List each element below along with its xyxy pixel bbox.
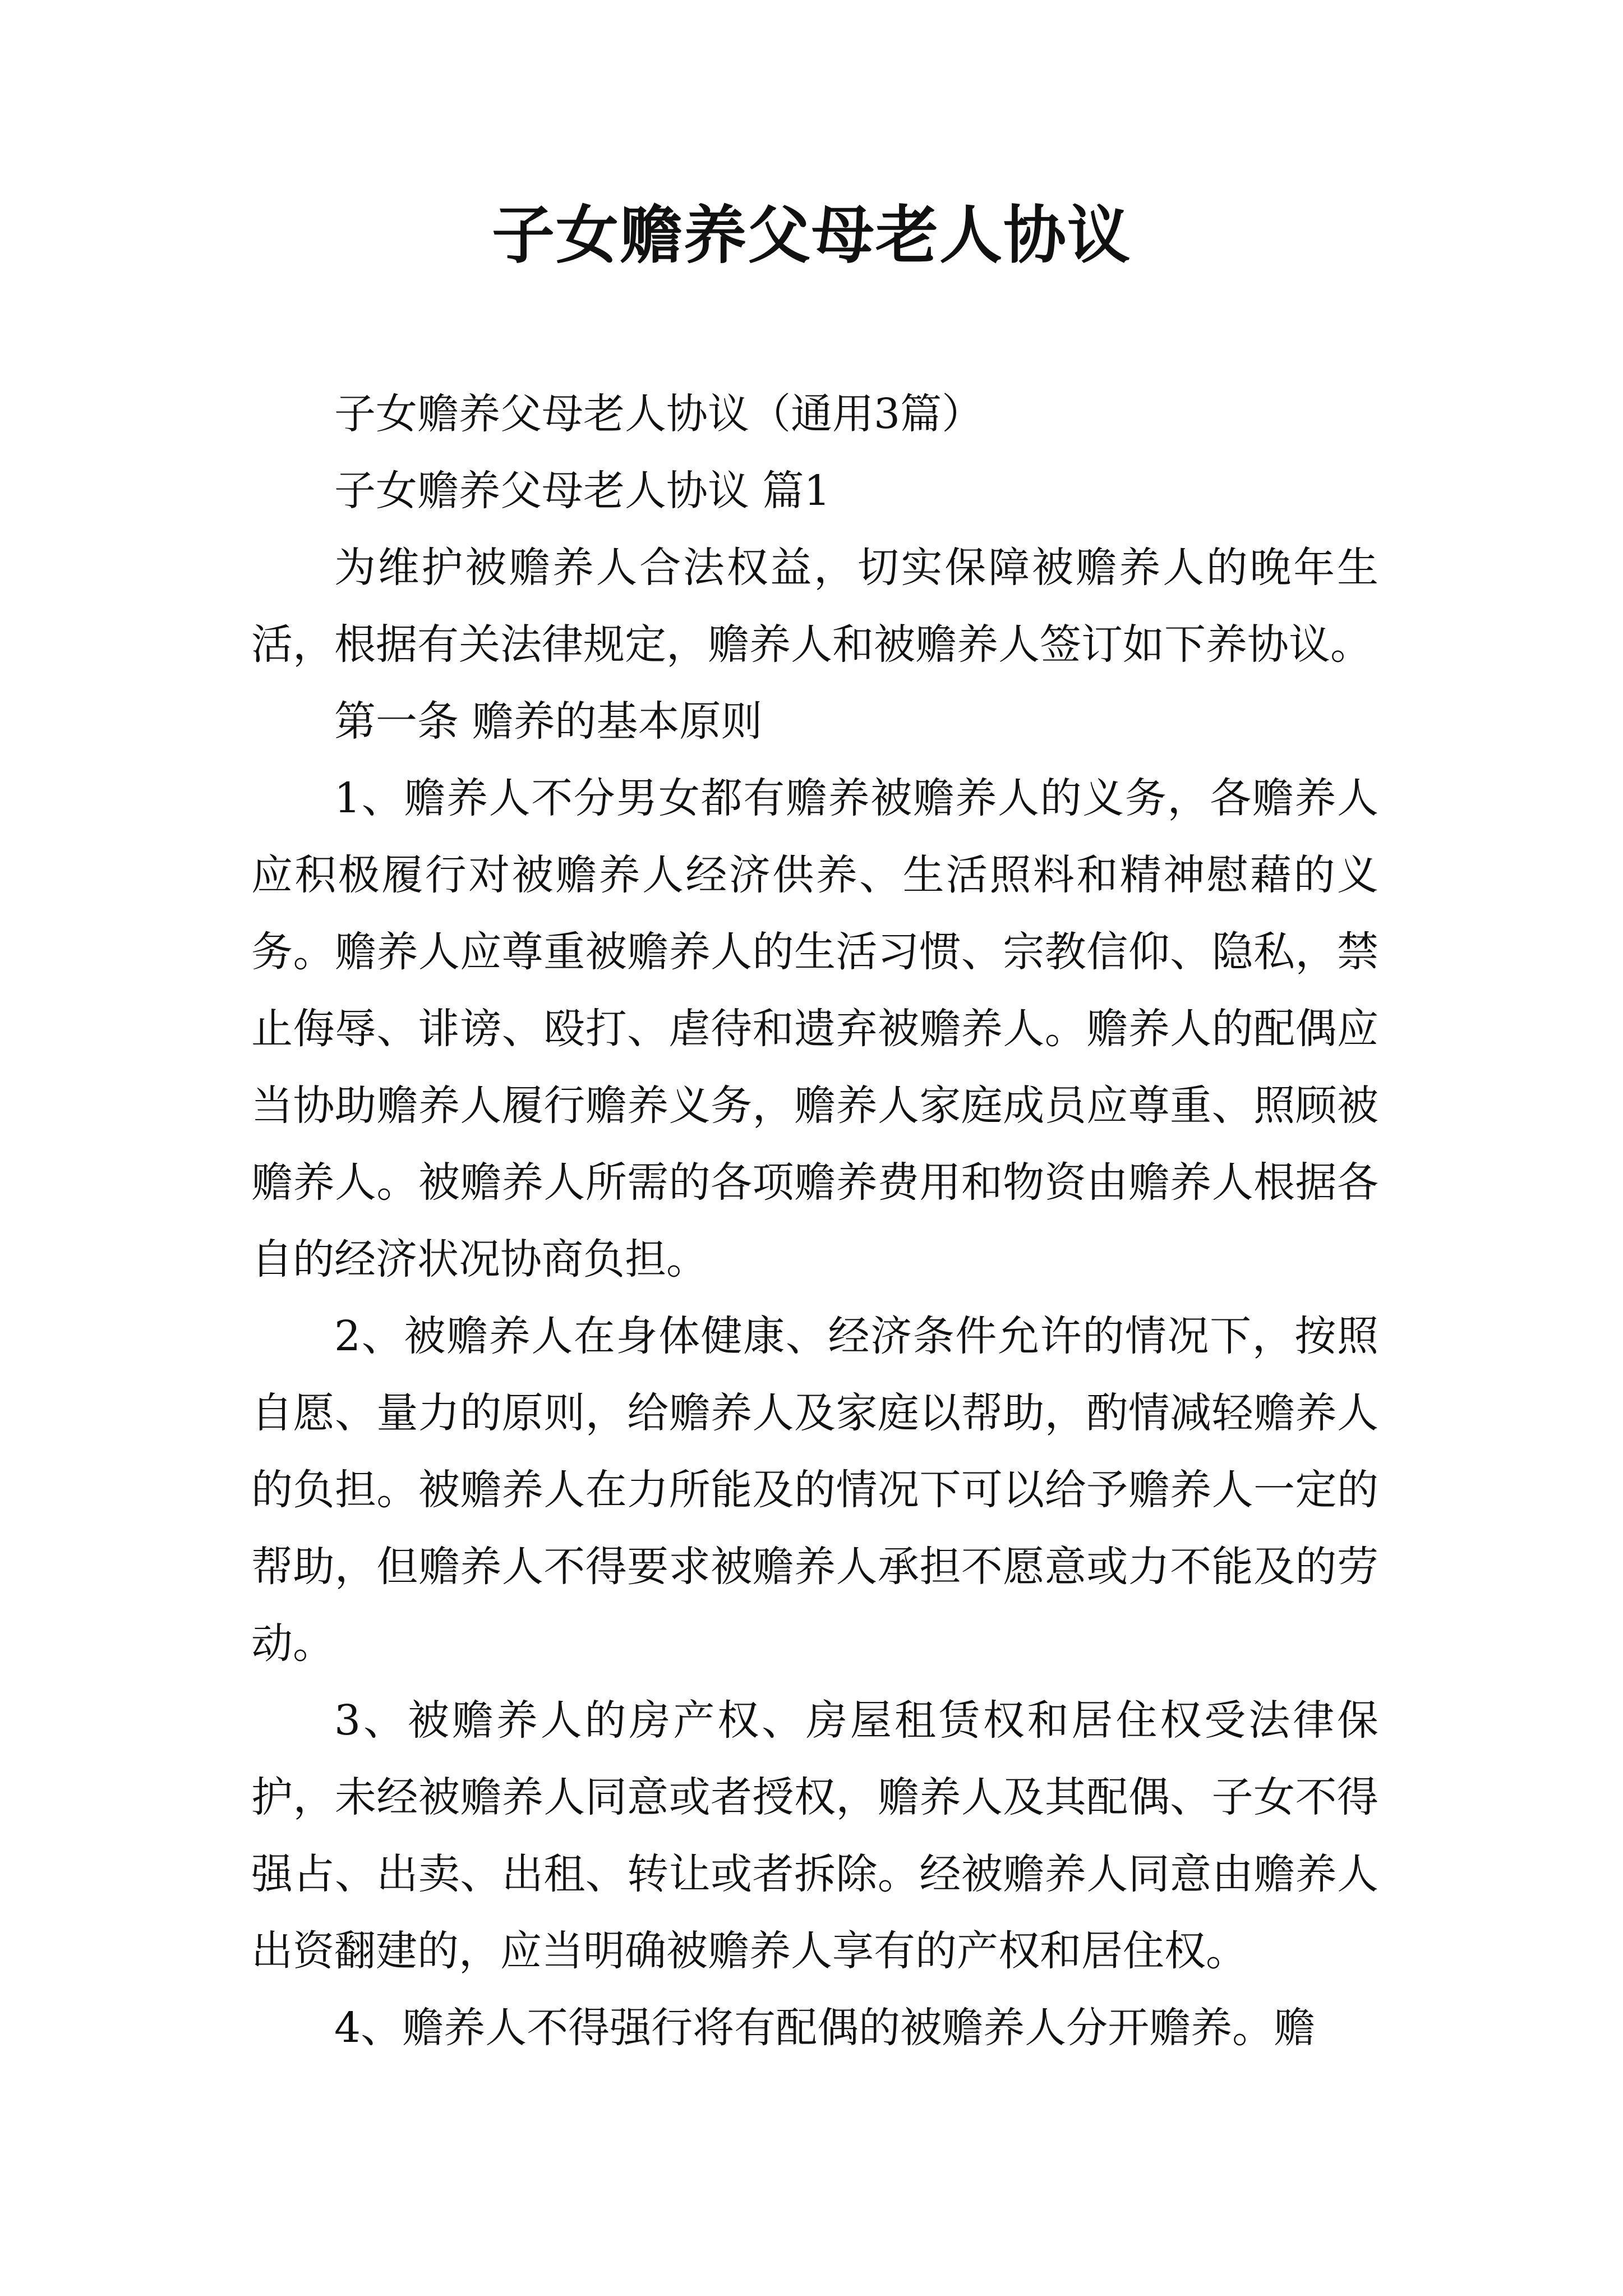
article-heading: 第一条 赡养的基本原则 (334, 697, 763, 746)
paragraph-clause-3: 3、被赡养人的房产权、房屋租赁权和居住权受法律保护，未经被赡养人同意或者授权，赡养人及其配偶、子女不得强占、出卖、出租、转让或者拆除。经被赡养人同意由赡养人出资翻建的，应当明确被赡养人享有的产权和居住权。 (251, 1696, 1378, 1975)
paragraph-clause-1: 1、赡养人不分男女都有赡养被赡养人的义务，各赡养人应积极履行对被赡养人经济供养、生活照料和精神慰藉的义务。赡养人应尊重被赡养人的生活习惯、宗教信仰、隐私，禁止侮辱、诽谤、殴打、虐待和遗弃被赡养人。赡养人的配偶应当协助赡养人履行赡养义务，赡养人家庭成员应尊重、照顾被赡养人。被赡养人所需的各项赡养费用和物资由赡养人根据各自的经济状况协商负担。 (251, 774, 1378, 1283)
document-subtitle: 子女赡养父母老人协议（通用3篇） (334, 390, 984, 438)
section-heading: 子女赡养父母老人协议 篇1 (334, 467, 831, 515)
document-body (251, 376, 1378, 2067)
document-title: 子女赡养父母老人协议 (492, 199, 1131, 272)
paragraph-clause-4: 4、赡养人不得强行将有配偶的被赡养人分开赡养。赡 (334, 2004, 1316, 2052)
paragraph-intro: 为维护被赡养人合法权益，切实保障被赡养人的晚年生活，根据有关法律规定，赡养人和被赡养人签订如下养协议。 (251, 544, 1378, 669)
paragraph-clause-2: 2、被赡养人在身体健康、经济条件允许的情况下，按照自愿、量力的原则，给赡养人及家庭以帮助，酌情减轻赡养人的负担。被赡养人在力所能及的情况下可以给予赡养人一定的帮助，但赡养人不得要求被赡养人承担不愿意或力不能及的劳动。 (251, 1312, 1378, 1668)
